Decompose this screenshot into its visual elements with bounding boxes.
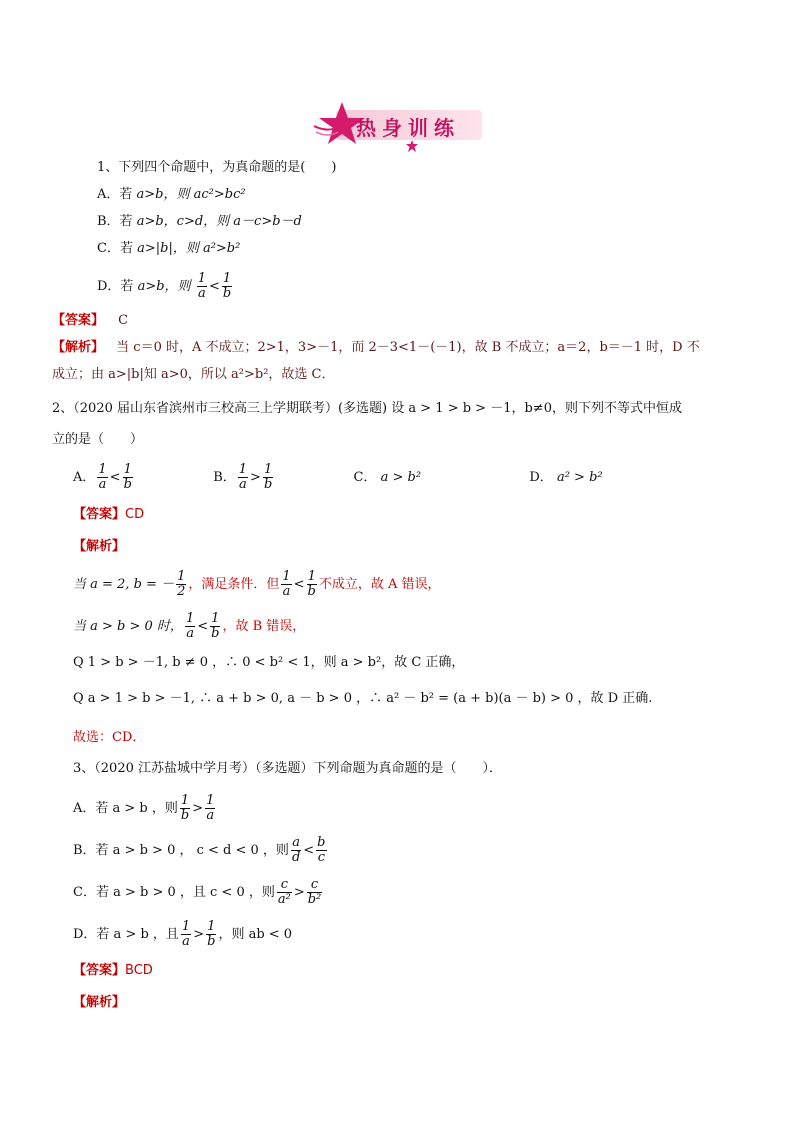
- q1-answer-value: C: [118, 313, 129, 328]
- q3-stem: 3、（2020 江苏盐城中学月考）（多选题）下列命题为真命题的是（ ）．: [73, 761, 502, 776]
- q1-analysis-text1: 当 c＝0 时，A 不成立；2>1，3>－1，而 2－3<1－(－1)，故 B 不成立；a＝2，b＝－1 时，D 不: [116, 340, 700, 355]
- q1-answer: [52, 312, 128, 330]
- q1-option-d-pre: a>b，则: [137, 279, 191, 294]
- q1-d-frac-a: $\frac{1}{a}$: [197, 271, 206, 301]
- q1-option-b-expr: a>b，c>d，则 a－c>b－d: [136, 214, 302, 229]
- q1-stem: 1、下列四个命题中，为真命题的是( ): [97, 160, 337, 175]
- q1-d-frac-b: $\frac{1}{b}$: [222, 271, 232, 301]
- q1-option-d-label: D．若: [97, 279, 134, 294]
- q2-option-b: B． $\frac{1}{a}$ > $\frac{1}{b}$: [213, 462, 273, 492]
- q1-answer-label: 【答案】: [52, 313, 105, 328]
- q1-option-b-label: B．若: [97, 214, 133, 229]
- banner-title: 热身训练: [356, 116, 460, 140]
- q1-analysis-label: 【解析】: [52, 340, 105, 355]
- q1-option-c: [97, 240, 240, 258]
- q2-option-a: A． $\frac{1}{a}$ < $\frac{1}{b}$: [73, 462, 132, 492]
- q1-option-a: [97, 186, 246, 204]
- q1-analysis-line1: [52, 339, 700, 357]
- q1-analysis-line2: 成立；由 a>|b|知 a>0，所以 a²>b²，故选 C．: [52, 367, 335, 382]
- q2-answer: [73, 506, 144, 524]
- q2-option-d: D． a² > b²: [529, 470, 603, 485]
- q1-option-d: [97, 270, 234, 304]
- q2-analysis-line2: 当 a > b > 0 时， $\frac{1}{a}$ < $\frac{1}{b}$ ，故 B 错误，: [73, 611, 306, 641]
- q2-stem-line1: 2、（2020 届山东省滨州市三校高三上学期联考）(多选题) 设 a > 1 > b > －1，b≠0，则下列不等式中恒成: [52, 401, 682, 416]
- q3-answer-value: BCD: [125, 963, 153, 978]
- q1-option-b: [97, 213, 302, 231]
- small-star-icon: [406, 140, 418, 152]
- q3-option-d: D．若 a > b ，且 $\frac{1}{a}$ > $\frac{1}{b}$ ，则 ab < 0: [73, 919, 293, 949]
- q1-option-a-expr: a>b，则 ac²>bc²: [136, 187, 246, 202]
- q3-option-c: C．若 a > b > 0 ，且 c < 0 ，则 $\frac{c}{\text{a²}}$ > $\frac{c}{\text{b²}}$: [73, 877, 322, 907]
- q3-option-b: B．若 a > b > 0 ， c < d < 0 ，则 $\frac{a}{d}$ < $\frac{b}{c}$: [73, 835, 326, 865]
- q2-analysis-line3: Q 1 > b > －1, b ≠ 0 ，∴ 0 < b² < 1，则 a > b²，故 C 正确，: [73, 655, 465, 670]
- q2-answer-label: 【答案】: [73, 507, 126, 522]
- q1-option-c-expr: a>|b|，则 a²>b²: [137, 241, 241, 256]
- q2-analysis-line4: Q a > 1 > b > －1, ∴ a + b > 0, a － b > 0 ，∴ a² － b² = (a + b)(a － b) > 0 ，故 D 正确.: [73, 691, 653, 706]
- q2-analysis-line1: 当 a = 2, b = － $\frac{1}{2}$ ，满足条件．但 $\frac{1}{a}$ < $\frac{1}{b}$ 不成立，故 A 错误，: [73, 569, 441, 599]
- q3-answer: [73, 962, 153, 980]
- q3-option-a: A．若 a > b ，则 $\frac{1}{b}$ > $\frac{1}{a}$: [73, 793, 215, 823]
- q2-analysis-label: 【解析】: [73, 539, 126, 554]
- q2-options: [73, 461, 603, 495]
- q3-answer-label: 【答案】: [73, 963, 126, 978]
- q1-option-c-label: C．若: [97, 241, 133, 256]
- q2-conclusion: 故选：CD．: [73, 730, 146, 745]
- q2-stem-line2: 立的是（ ）: [52, 432, 144, 447]
- q2-option-c: C． a > b²: [353, 470, 422, 485]
- q2-answer-value: CD: [125, 507, 145, 522]
- q1-option-a-label: A．若: [97, 187, 133, 202]
- q1-d-lt: <: [208, 279, 220, 294]
- q3-analysis-label: 【解析】: [73, 995, 126, 1010]
- section-banner: [312, 100, 484, 146]
